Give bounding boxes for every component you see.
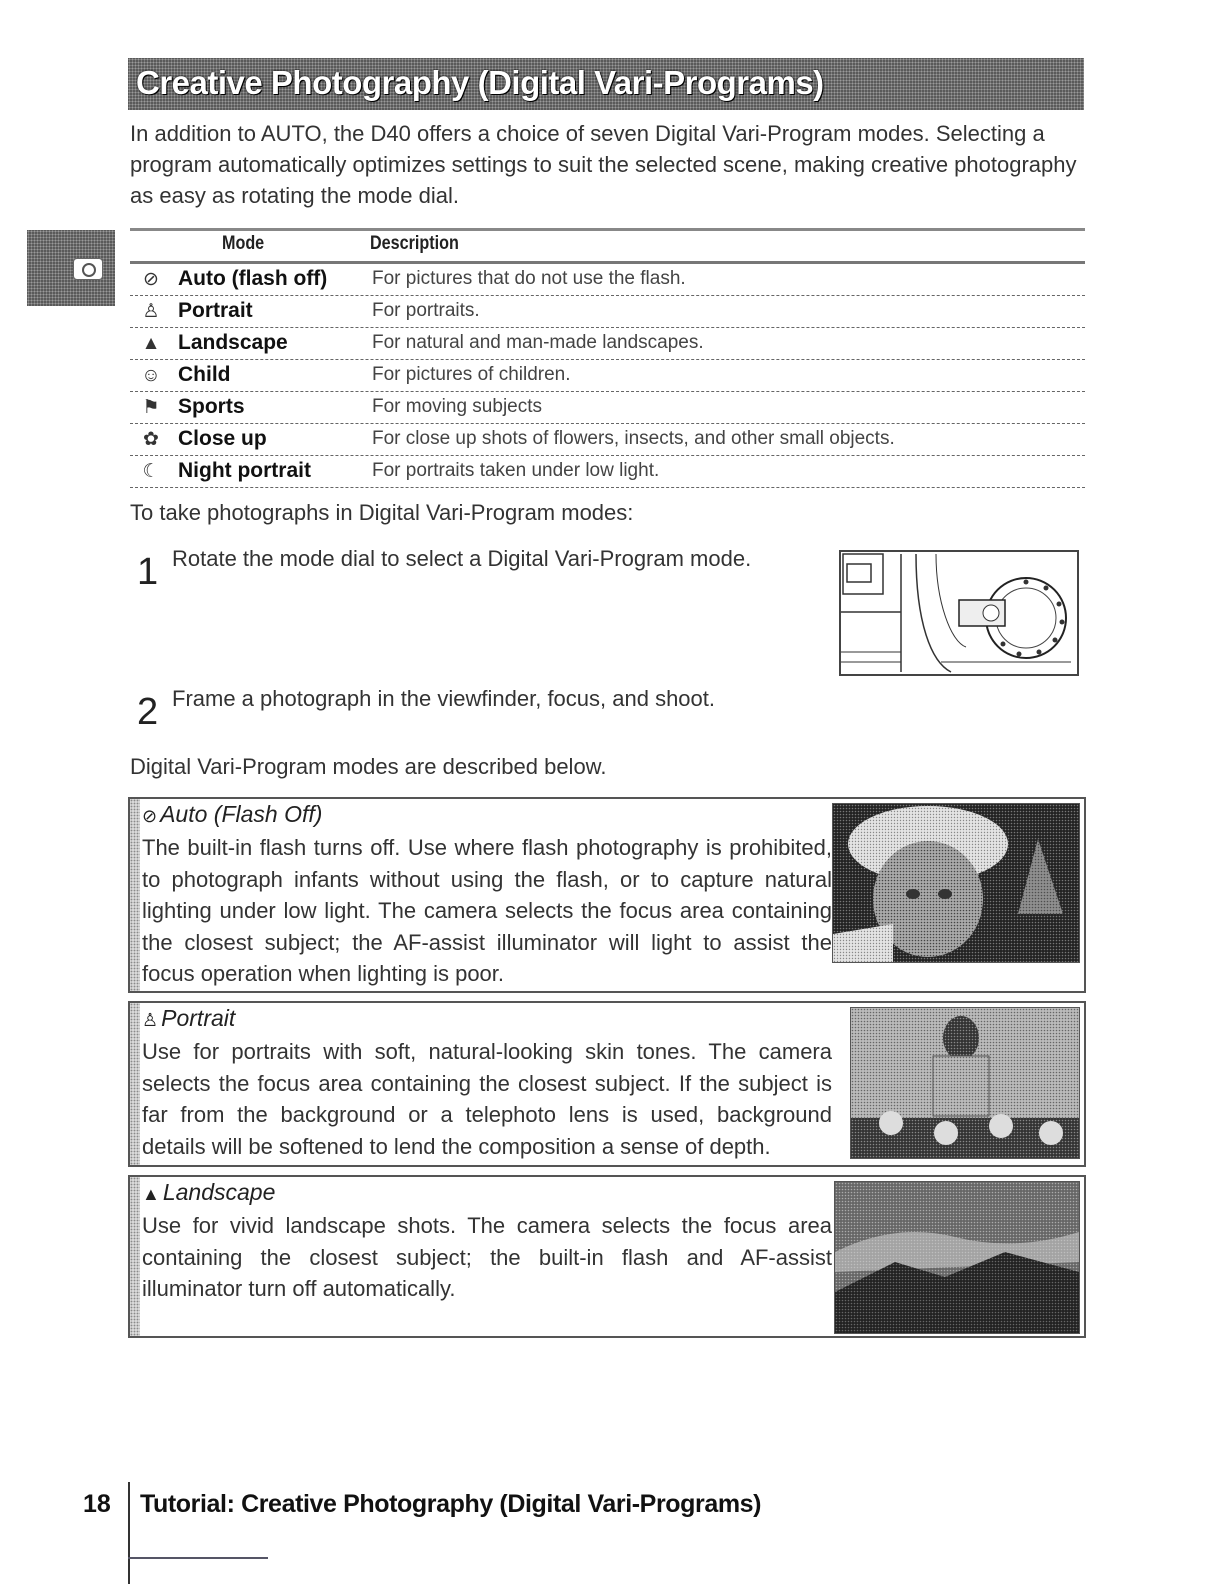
- flash-off-icon: ⊘: [143, 269, 159, 290]
- column-header-description: Description: [370, 233, 459, 254]
- portrait-photo: [850, 1007, 1080, 1159]
- mode-name: Night portrait: [178, 459, 311, 482]
- title-banner: [128, 58, 1084, 110]
- step-number: 1: [137, 551, 159, 593]
- mode-name: Portrait: [178, 299, 253, 322]
- mode-panel-auto: [128, 797, 1086, 993]
- step-text: Rotate the mode dial to select a Digital Vari-Program mode.: [172, 546, 752, 571]
- table-row: [130, 296, 1085, 328]
- mode-panel-portrait: [128, 1001, 1086, 1167]
- portrait-icon: ♙: [142, 1010, 159, 1030]
- panel-heading-text: Auto (Flash Off): [160, 801, 323, 827]
- portrait-photo-image: [851, 1008, 1079, 1158]
- table-header: [130, 228, 1085, 264]
- table-row: [130, 328, 1085, 360]
- child-icon: ☺: [141, 365, 161, 386]
- mode-name: Auto (flash off): [178, 267, 328, 290]
- mode-description: For pictures that do not use the flash.: [372, 268, 686, 289]
- mode-name: Child: [178, 363, 231, 386]
- mode-description: For portraits taken under low light.: [372, 460, 660, 481]
- mode-name: Landscape: [178, 331, 288, 354]
- mode-dial-illustration: [839, 550, 1079, 676]
- panel-edge: [130, 1003, 140, 1165]
- mode-panel-landscape: [128, 1175, 1086, 1338]
- panel-heading-text: Landscape: [162, 1179, 276, 1205]
- page-number: 18: [83, 1490, 111, 1518]
- mode-description: For moving subjects: [372, 396, 543, 417]
- mode-name: Close up: [178, 427, 267, 450]
- camera-icon: [73, 258, 103, 280]
- mode-description: For pictures of children.: [372, 364, 571, 385]
- landscape-icon: ▲: [141, 333, 161, 354]
- table-row: [130, 392, 1085, 424]
- sports-icon: ⚑: [142, 397, 160, 418]
- step-text: Frame a photograph in the viewfinder, focus, and shoot.: [172, 686, 715, 711]
- table-row: [130, 264, 1085, 296]
- close-up-icon: ✿: [143, 429, 159, 450]
- table-row: [130, 456, 1085, 488]
- panel-text: Use for vivid landscape shots. The camera selects the focus area containing the closest subject; the built-in flash and AF-assist illuminator turn off automatically.: [142, 1213, 832, 1301]
- footer-title: Tutorial: Creative Photography (Digital Vari-Programs): [140, 1490, 762, 1518]
- table-row: [130, 424, 1085, 456]
- table-row: [130, 360, 1085, 392]
- described-below-text: Digital Vari-Program modes are described below.: [130, 754, 607, 779]
- panel-edge: [130, 1177, 140, 1336]
- portrait-icon: ♙: [142, 301, 160, 322]
- mode-description: For portraits.: [372, 300, 480, 321]
- page-title: Creative Photography (Digital Vari-Programs): [136, 64, 824, 101]
- panel-heading: [142, 1179, 275, 1206]
- panel-text: Use for portraits with soft, natural-looking skin tones. The camera selects the focus area containing the closest subject. If the subject is far from the background or a telephoto lens is used, background details will be softened to lend the composition a sense of depth.: [142, 1039, 832, 1159]
- footer-divider: [128, 1482, 130, 1584]
- section-tab: [27, 230, 115, 306]
- child-photo: [832, 803, 1080, 963]
- panel-heading: [142, 1005, 235, 1032]
- instructions-intro: To take photographs in Digital Vari-Program modes:: [130, 500, 634, 525]
- mode-description: For close up shots of flowers, insects, and other small objects.: [372, 428, 895, 449]
- panel-text: The built-in flash turns off. Use where flash photography is prohibited, to photograph infants without using the flash, or to capture natural lighting under low light. The camera selects the focus area containing the closest subject; the AF-assist illuminator will light to assist the focus operation when lighting is poor.: [142, 835, 832, 986]
- footer-underline: [128, 1557, 268, 1559]
- intro-paragraph: In addition to AUTO, the D40 offers a choice of seven Digital Vari-Program modes. Selecting a program automatically optimizes settings to suit the selected scene, making creative photography as easy as rotating the mode dial.: [130, 121, 1077, 208]
- panel-heading: [142, 801, 322, 828]
- mode-name: Sports: [178, 395, 245, 418]
- mode-description: For natural and man-made landscapes.: [372, 332, 704, 353]
- child-photo-image: [833, 804, 1079, 962]
- landscape-icon: ▲: [142, 1184, 160, 1204]
- panel-edge: [130, 799, 140, 991]
- night-portrait-icon: ☾: [142, 461, 160, 482]
- landscape-photo: [834, 1181, 1080, 1334]
- landscape-photo-image: [835, 1182, 1079, 1333]
- mode-dial-drawing: [841, 552, 1077, 674]
- column-header-mode: Mode: [222, 233, 265, 254]
- panel-heading-text: Portrait: [161, 1005, 236, 1031]
- flash-off-icon: ⊘: [142, 806, 158, 826]
- mode-table: [130, 228, 1085, 488]
- step-number: 2: [137, 691, 159, 733]
